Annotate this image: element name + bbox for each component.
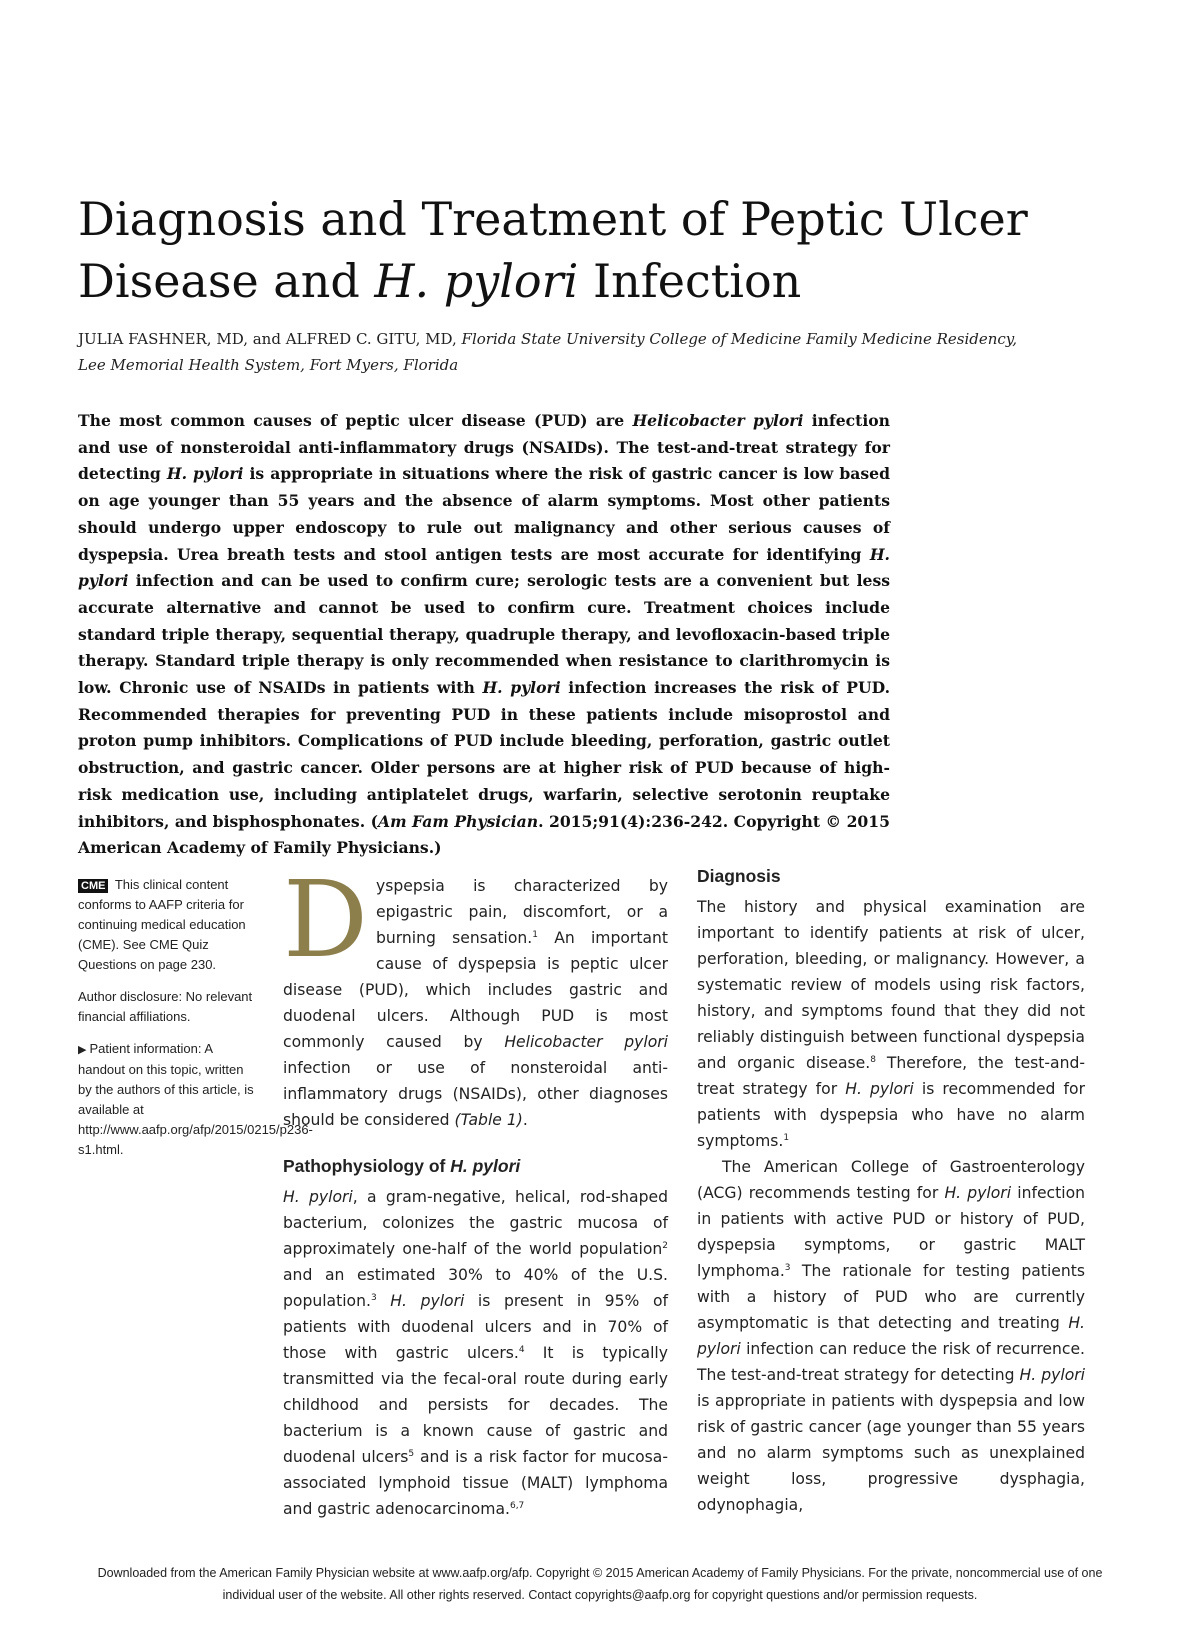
abstract-text: infection and use of nonsteroidal anti-inflammatory drugs (NSAIDs). The test-and-treat strategy for detecting — [78, 411, 890, 484]
citation: 2 — [662, 1240, 668, 1251]
diagnosis-heading: Diagnosis — [697, 866, 781, 886]
body-text: infection can reduce the risk of recurrence. The test-and-treat strategy for detecting — [697, 1340, 1085, 1384]
abstract-italic: H. pylori — [166, 464, 244, 484]
body-text: It is typically transmitted via the fecal-oral route during early childhood and persists for decades. The bacterium is a known cause of gastric and duodenal ulcers — [283, 1344, 668, 1466]
body-text: , a gram-negative, helical, rod-shaped bacterium, colonizes the gastric mucosa of approximately one-half of the world population — [283, 1188, 669, 1258]
abstract-text: infection increases the risk of PUD. Recommended therapies for preventing PUD in these patients include misoprostol and proton pump inhibitors. Complications of PUD include bleeding, perforation, gastric outlet obstruction, and gastric cancer. Older persons are at higher risk of PUD because of high-risk medication use, including antiplatelet drugs, warfarin, selective serotonin reuptake inhibitors, and bisphosphonates. ( — [78, 678, 890, 831]
intro-paragraph — [283, 858, 668, 1133]
abstract-bold — [78, 411, 890, 857]
diagnosis-paragraph-2 — [697, 1154, 1085, 1518]
body-text: yspepsia is characterized by epigastric pain, discomfort, or a burning sensation. — [376, 877, 668, 947]
body-text: and is a risk factor for mucosa-associated lymphoid tissue (MALT) lymphoma and gastric adenocarcinoma. — [283, 1448, 668, 1518]
author-affiliation: Florida State University College of Medicine Family Medicine Residency, Lee Memorial Health System, Fort Myers, Florida — [78, 330, 1018, 374]
pathophysiology-paragraph — [283, 1184, 668, 1522]
body-text: is appropriate in patients with dyspepsia and low risk of gastric cancer (age younger than 55 years and no alarm symptoms such as unexplained weight loss, progressive dysphagia, odynophagia, — [697, 1392, 1085, 1514]
body-text: The American College of Gastroenterology (ACG) recommends testing for — [697, 1158, 1085, 1202]
body-text: and an estimated 30% to 40% of the U.S. population. — [283, 1266, 668, 1310]
body-italic: H. pylori — [697, 1314, 1085, 1358]
patient-info-label: Patient information: — [89, 1041, 202, 1056]
abstract-italic: H. pylori — [78, 544, 890, 591]
body-text: infection in patients with active PUD or history of PUD, dyspepsia symptoms, or gastric MALT lymphoma. — [697, 1184, 1085, 1280]
citation: 3 — [370, 1292, 377, 1303]
triangle-icon: ▶ — [78, 1044, 87, 1056]
cme-text: This clinical content conforms to AAFP criteria for continuing medical education (CME). See CME Quiz Questions on page 230. — [78, 877, 246, 972]
citation: 4 — [518, 1344, 525, 1355]
body-text: is recommended for patients with dyspepsia who have no alarm symptoms. — [697, 1080, 1085, 1150]
column-left — [283, 858, 669, 1522]
heading-italic: H. pylori — [450, 1156, 521, 1176]
body-italic: H. pylori — [283, 1188, 353, 1206]
abstract-text: infection and can be used to confirm cure; serologic tests are a convenient but less accurate alternative and cannot be used to confirm cure. Treatment choices include standard triple therapy, sequential therapy, quadruple therapy, and levofloxacin-based triple therapy. Standard triple therapy is only recommended when resistance to clarithromycin is low. Chronic use of NSAIDs in patients with — [78, 571, 890, 698]
author-byline — [78, 326, 1018, 378]
body-italic: H. pylori — [1019, 1366, 1085, 1384]
abstract-italic: Am Fam Physician — [377, 811, 539, 831]
body-text: . — [522, 1111, 528, 1129]
body-italic: H. pylori — [944, 1184, 1012, 1202]
citation: 5 — [408, 1448, 415, 1459]
body-text — [377, 1292, 391, 1310]
citation: 1 — [532, 929, 538, 940]
body-text: An important cause of dyspepsia is peptic ulcer disease (PUD), which includes gastric and duodenal ulcers. Although PUD is most commonly caused by — [283, 929, 668, 1051]
citation: 6,7 — [509, 1500, 525, 1511]
citation: 3 — [784, 1262, 791, 1273]
heading-text: Pathophysiology of — [283, 1156, 451, 1176]
sidebar-notes — [78, 875, 313, 1172]
body-italic: H. pylori — [390, 1292, 465, 1310]
body-text: The history and physical examination are important to identify patients at risk of ulcer, perforation, bleeding, or malignancy. However, a systematic review of models using risk factors, history, and symptoms found that they did not reliably distinguish between functional dyspepsia and organic disease. — [697, 898, 1085, 1072]
body-text: is present in 95% of patients with duodenal ulcers and in 70% of those with gastric ulcers. — [283, 1292, 668, 1362]
author-disclosure: Author disclosure: No relevant financial affiliations. — [78, 989, 253, 1024]
body-text: infection or use of nonsteroidal anti-inflammatory drugs (NSAIDs), other diagnoses should be considered — [283, 1059, 668, 1129]
drop-cap: D — [283, 858, 368, 981]
body-text: Therefore, the test-and-treat strategy for — [697, 1054, 1086, 1098]
abstract-italic: H. pylori — [482, 678, 561, 698]
abstract-text: . 2015;91(4):236-242. Copyright © 2015 American Academy of Family Physicians.) — [78, 811, 890, 858]
abstract-italic: Helicobacter pylori — [632, 411, 804, 430]
citation: 8 — [870, 1054, 876, 1065]
abstract-text: is appropriate in situations where the risk of gastric cancer is low based on age younger than 55 years and the absence of alarm symptoms. Most other patients should undergo upper endoscopy to rule out malignancy and other serious causes of dyspepsia. Urea breath tests and stool antigen tests are most accurate for identifying — [78, 464, 890, 564]
diagnosis-paragraph-1 — [697, 894, 1085, 1154]
cme-badge: CME — [78, 879, 108, 893]
cme-note — [78, 875, 256, 975]
copyright-footer: Downloaded from the American Family Physician website at www.aafp.org/afp. Copyright © 2015 American Academy of Family Physicians. For the private, noncommercial use of one individual user of the website. All other rights reserved. Contact copyrights@aafp.org for copyright questions and/or permission requests. — [97, 1566, 1103, 1602]
body-text: The rationale for testing patients with a history of PUD who are currently asymptomatic is that detecting and treating — [697, 1262, 1085, 1332]
citation: 1 — [783, 1132, 790, 1143]
title-text: Diagnosis and Treatment of Peptic Ulcer Disease and — [78, 192, 1028, 308]
body-italic: Helicobacter pylori — [504, 1033, 668, 1051]
title-italic: H. pylori — [374, 254, 579, 308]
abstract-text: The most common causes of peptic ulcer disease (PUD) are — [78, 411, 633, 430]
column-right — [697, 863, 1085, 1518]
abstract — [78, 408, 890, 862]
article-title — [78, 188, 1058, 312]
title-text-end: Infection — [578, 254, 802, 308]
pathophysiology-heading — [283, 1153, 668, 1179]
patient-info-text: A handout on this topic, written by the authors of this article, is available at http://www.aafp.org/afp/2015/0215/p236-s1.html. — [78, 1041, 313, 1157]
author-names: JULIA FASHNER, MD, and ALFRED C. GITU, MD, — [78, 330, 462, 348]
table-reference: (Table 1) — [454, 1111, 523, 1129]
body-italic: H. pylori — [845, 1080, 914, 1098]
patient-info — [78, 1039, 313, 1160]
